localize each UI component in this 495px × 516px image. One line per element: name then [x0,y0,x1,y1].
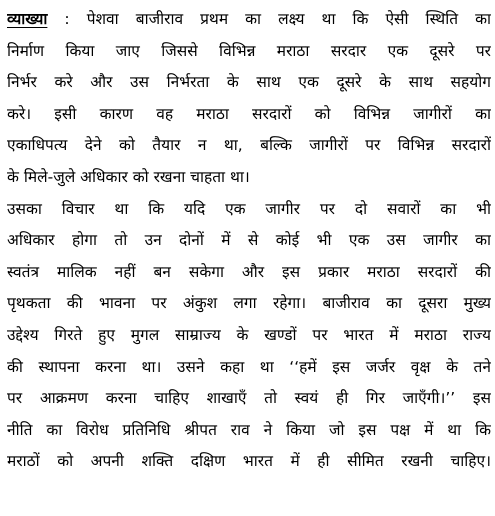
text-line: पृथकता की भावना पर अंकुश लगा रहेगा। बाजीराव का दूसरा मुख्य [7,294,491,313]
heading-vyakhya: व्याख्या [7,10,48,28]
text-line: की स्थापना करना था। उसने कहा था ‘‘हमें इस जर्जर वृक्ष के तने [7,357,491,376]
text-line: निर्माण किया जाए जिससे विभिन्न मराठा सरदार एक दूसरे पर [7,41,491,60]
line-text: पेशवा बाजीराव प्रथम का लक्ष्य था कि ऐसी स्थिति का [86,10,491,28]
paragraph-1 [7,4,491,194]
text-line: करे। इसी कारण वह मराठा सरदारों को विभिन्न जागीरों का [7,104,491,123]
text-line: मराठों को अपनी शक्ति दक्षिण भारत में ही सीमित रखनी चाहिए। [7,452,491,471]
text-line: के मिले-जुले अधिकार को रखना चाहता था। [7,167,250,186]
paragraph-2 [7,194,491,478]
text-line: नीति का विरोध प्रतिनिधि श्रीपत राव ने किया जो इस पक्ष में था कि [7,420,491,439]
text-line [7,4,491,36]
text-line: निर्भर करे और उस निर्भरता के साथ एक दूसरे के साथ सहयोग [7,73,491,92]
text-line: उद्देश्य गिरते हुए मुगल साम्राज्य के खण्डों पर भारत में मराठा राज्य [7,325,491,344]
heading-separator: : [47,10,87,28]
text-line: उसका विचार था कि यदि एक जागीर पर दो सवारों का भी [7,199,491,218]
text-line: एकाधिपत्य देने को तैयार न था, बल्कि जागीरों पर विभिन्न सरदारों [7,136,491,155]
text-line: स्वतंत्र मालिक नहीं बन सकेगा और इस प्रकार मराठा सरदारों की [7,262,491,281]
text-line: अधिकार होगा तो उन दोनों में से कोई भी एक उस जागीर का [7,231,491,250]
text-line: पर आक्रमण करना चाहिए शाखाएँ तो स्वयं ही गिर जाएँगी।’’ इस [7,389,491,408]
